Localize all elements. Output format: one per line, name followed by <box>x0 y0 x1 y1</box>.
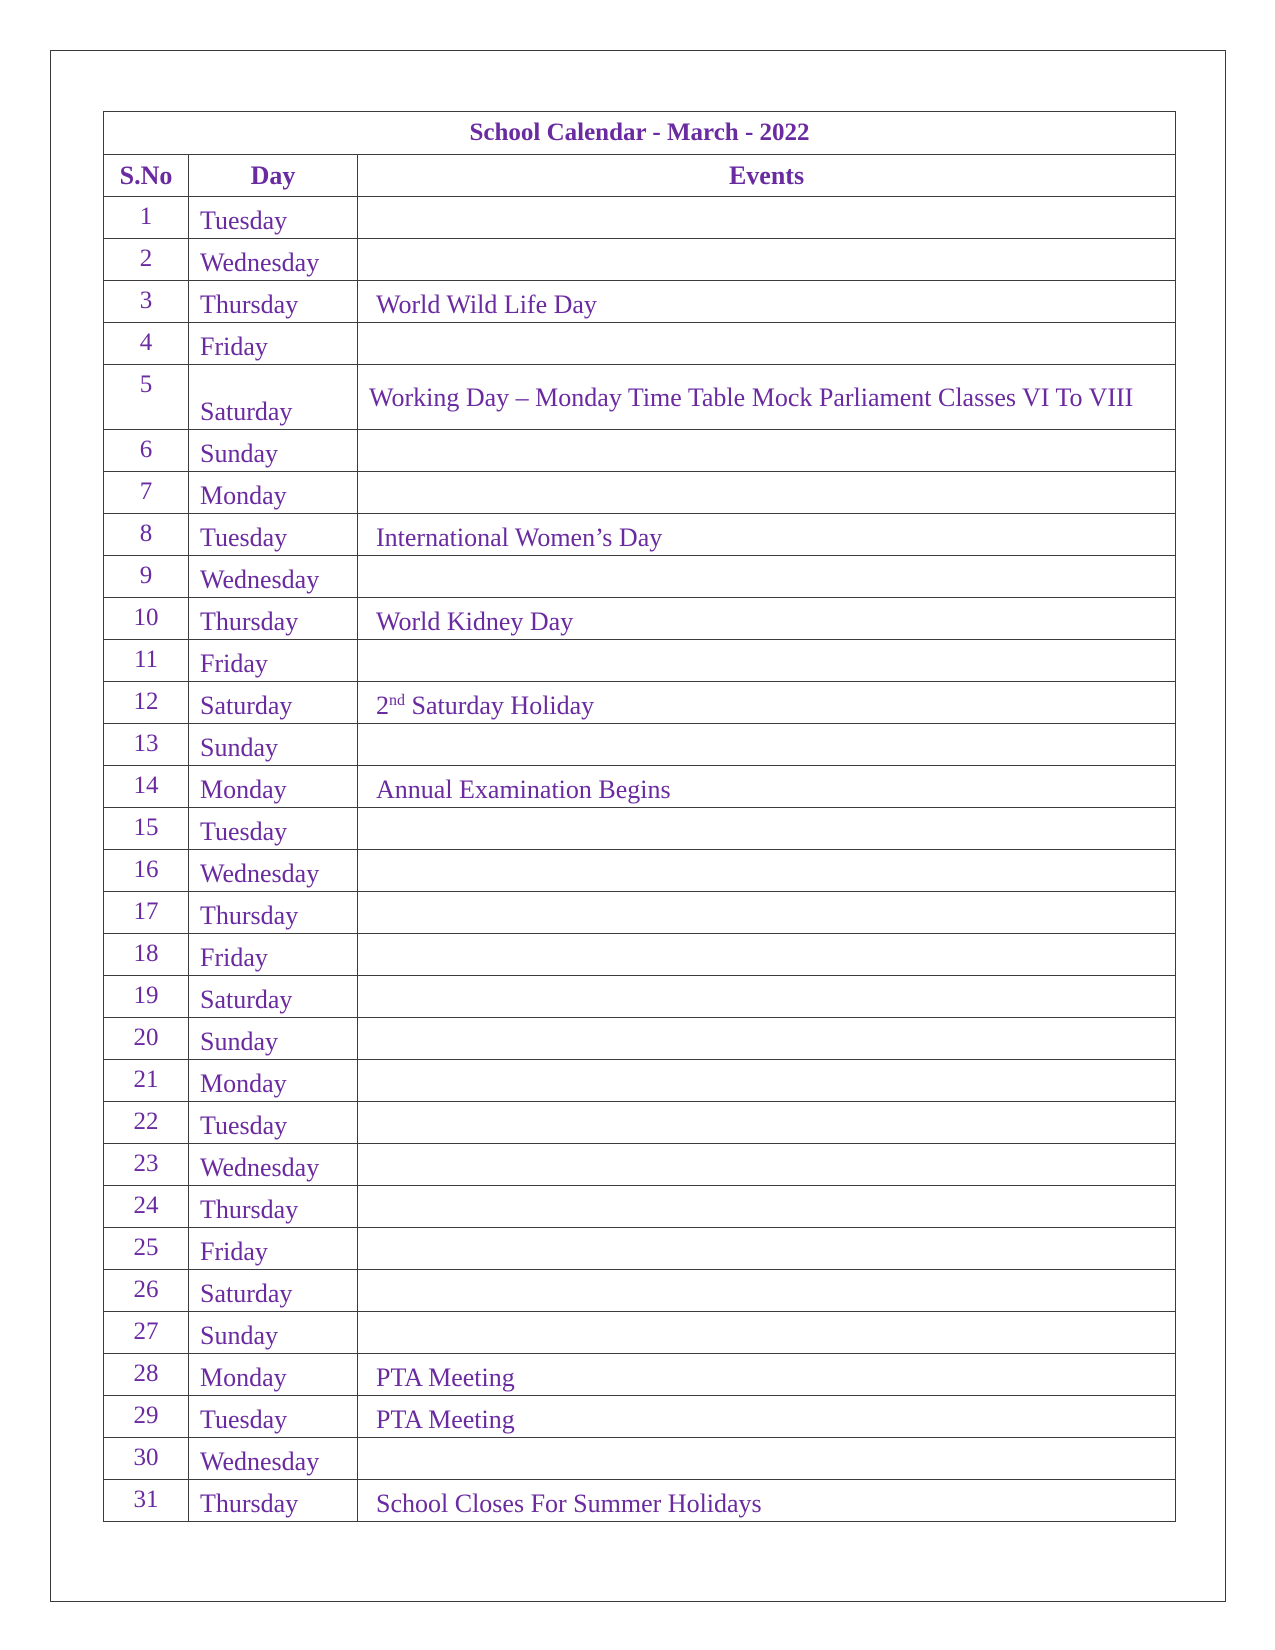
cell-sno: 11 <box>104 640 189 682</box>
cell-event <box>358 640 1176 682</box>
cell-day: Sunday <box>189 724 358 766</box>
table-row <box>104 976 1176 1018</box>
cell-sno: 17 <box>104 892 189 934</box>
cell-event: PTA Meeting <box>358 1354 1176 1396</box>
cell-day: Tuesday <box>189 197 358 239</box>
table-row <box>104 239 1176 281</box>
cell-event <box>358 1186 1176 1228</box>
cell-sno: 6 <box>104 430 189 472</box>
cell-event <box>358 1018 1176 1060</box>
cell-sno: 29 <box>104 1396 189 1438</box>
cell-sno: 24 <box>104 1186 189 1228</box>
table-row <box>104 682 1176 724</box>
cell-event <box>358 1312 1176 1354</box>
cell-sno: 7 <box>104 472 189 514</box>
cell-event <box>358 1144 1176 1186</box>
cell-day: Saturday <box>189 365 358 430</box>
cell-event: Annual Examination Begins <box>358 766 1176 808</box>
table-row <box>104 1396 1176 1438</box>
cell-event: International Women’s Day <box>358 514 1176 556</box>
table-row <box>104 1270 1176 1312</box>
cell-day: Thursday <box>189 281 358 323</box>
cell-event <box>358 430 1176 472</box>
event-ordinal-suffix: nd <box>389 692 405 709</box>
table-row <box>104 1060 1176 1102</box>
cell-day: Monday <box>189 1354 358 1396</box>
cell-day: Friday <box>189 640 358 682</box>
cell-event <box>358 1102 1176 1144</box>
cell-event <box>358 323 1176 365</box>
cell-event: World Wild Life Day <box>358 281 1176 323</box>
cell-sno: 28 <box>104 1354 189 1396</box>
cell-event <box>358 1060 1176 1102</box>
cell-sno: 9 <box>104 556 189 598</box>
table-row <box>104 892 1176 934</box>
cell-sno: 2 <box>104 239 189 281</box>
cell-day: Wednesday <box>189 850 358 892</box>
calendar-body <box>104 112 1176 1522</box>
cell-sno: 20 <box>104 1018 189 1060</box>
table-row <box>104 808 1176 850</box>
cell-day: Tuesday <box>189 514 358 556</box>
cell-sno: 18 <box>104 934 189 976</box>
cell-sno: 1 <box>104 197 189 239</box>
cell-sno: 27 <box>104 1312 189 1354</box>
cell-day: Thursday <box>189 892 358 934</box>
table-row <box>104 430 1176 472</box>
cell-day: Saturday <box>189 976 358 1018</box>
table-row <box>104 323 1176 365</box>
table-row <box>104 197 1176 239</box>
cell-day: Wednesday <box>189 1144 358 1186</box>
cell-event <box>358 850 1176 892</box>
cell-day: Wednesday <box>189 239 358 281</box>
header-day: Day <box>189 155 358 197</box>
cell-event <box>358 197 1176 239</box>
cell-sno: 26 <box>104 1270 189 1312</box>
cell-sno: 10 <box>104 598 189 640</box>
table-row <box>104 514 1176 556</box>
cell-sno: 8 <box>104 514 189 556</box>
cell-event <box>358 682 1176 724</box>
table-row <box>104 640 1176 682</box>
table-row <box>104 281 1176 323</box>
cell-event <box>358 556 1176 598</box>
cell-sno: 21 <box>104 1060 189 1102</box>
cell-sno: 30 <box>104 1438 189 1480</box>
event-ordinal-number: 2 <box>376 691 389 720</box>
cell-day: Saturday <box>189 1270 358 1312</box>
table-row <box>104 556 1176 598</box>
cell-event <box>358 934 1176 976</box>
cell-day: Friday <box>189 323 358 365</box>
cell-event: Working Day – Monday Time Table Mock Parliament Classes VI To VIII <box>358 365 1176 430</box>
cell-event <box>358 472 1176 514</box>
cell-day: Tuesday <box>189 1396 358 1438</box>
cell-sno: 25 <box>104 1228 189 1270</box>
cell-event <box>358 724 1176 766</box>
cell-event <box>358 1270 1176 1312</box>
cell-day: Sunday <box>189 1018 358 1060</box>
table-row <box>104 1312 1176 1354</box>
cell-day: Wednesday <box>189 556 358 598</box>
cell-event <box>358 1438 1176 1480</box>
cell-sno: 15 <box>104 808 189 850</box>
table-row <box>104 724 1176 766</box>
cell-day: Monday <box>189 1060 358 1102</box>
cell-sno: 22 <box>104 1102 189 1144</box>
cell-sno: 12 <box>104 682 189 724</box>
cell-day: Thursday <box>189 1186 358 1228</box>
cell-day: Thursday <box>189 598 358 640</box>
table-row <box>104 1228 1176 1270</box>
cell-sno: 19 <box>104 976 189 1018</box>
table-row <box>104 1354 1176 1396</box>
table-row <box>104 365 1176 430</box>
table-row <box>104 1102 1176 1144</box>
cell-event <box>358 976 1176 1018</box>
table-row <box>104 934 1176 976</box>
table-row <box>104 850 1176 892</box>
cell-day: Friday <box>189 934 358 976</box>
cell-day: Friday <box>189 1228 358 1270</box>
table-row <box>104 1018 1176 1060</box>
cell-event <box>358 808 1176 850</box>
cell-event <box>358 239 1176 281</box>
cell-sno: 3 <box>104 281 189 323</box>
table-row <box>104 1480 1176 1522</box>
cell-day: Wednesday <box>189 1438 358 1480</box>
calendar-table <box>103 111 1176 1522</box>
cell-event <box>358 1228 1176 1270</box>
cell-day: Tuesday <box>189 808 358 850</box>
cell-event: PTA Meeting <box>358 1396 1176 1438</box>
cell-day: Saturday <box>189 682 358 724</box>
calendar-title: School Calendar - March - 2022 <box>104 112 1176 155</box>
cell-sno: 31 <box>104 1480 189 1522</box>
table-row <box>104 472 1176 514</box>
cell-day: Tuesday <box>189 1102 358 1144</box>
table-row <box>104 1438 1176 1480</box>
table-row <box>104 766 1176 808</box>
cell-event <box>358 892 1176 934</box>
cell-day: Sunday <box>189 430 358 472</box>
cell-event: World Kidney Day <box>358 598 1176 640</box>
cell-day: Monday <box>189 766 358 808</box>
cell-sno: 14 <box>104 766 189 808</box>
cell-day: Thursday <box>189 1480 358 1522</box>
cell-sno: 16 <box>104 850 189 892</box>
event-text: Saturday Holiday <box>405 691 595 720</box>
cell-event: School Closes For Summer Holidays <box>358 1480 1176 1522</box>
header-events: Events <box>358 155 1176 197</box>
table-row <box>104 1144 1176 1186</box>
cell-day: Sunday <box>189 1312 358 1354</box>
cell-sno: 13 <box>104 724 189 766</box>
table-row <box>104 598 1176 640</box>
cell-sno: 4 <box>104 323 189 365</box>
table-row <box>104 1186 1176 1228</box>
header-sno: S.No <box>104 155 189 197</box>
cell-sno: 5 <box>104 365 189 430</box>
cell-sno: 23 <box>104 1144 189 1186</box>
cell-day: Monday <box>189 472 358 514</box>
